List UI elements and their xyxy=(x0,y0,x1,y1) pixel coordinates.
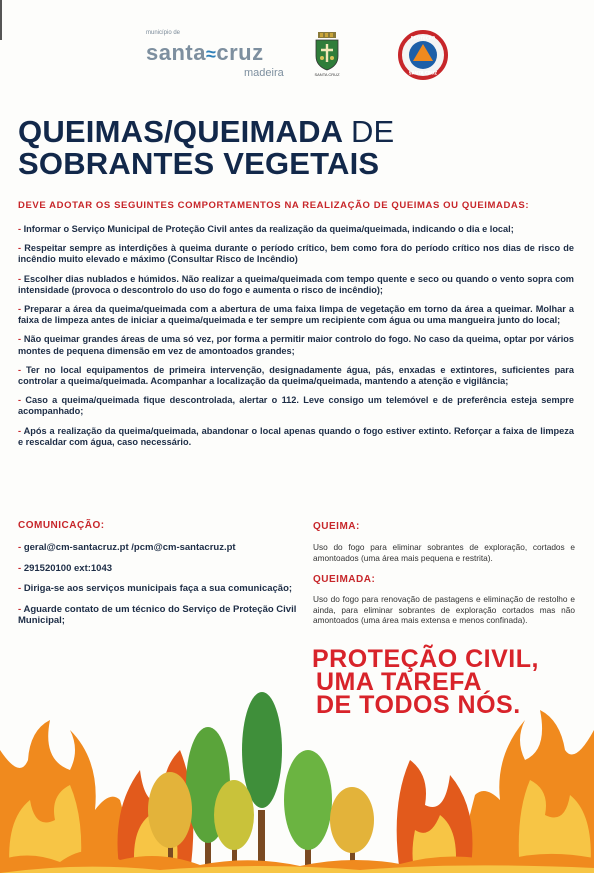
brand-wordmark xyxy=(146,40,264,66)
page-title xyxy=(18,116,578,180)
queimada-heading: QUEIMADA: xyxy=(313,574,376,585)
santa-cruz-logo xyxy=(146,30,296,82)
title-line-2: SOBRANTES VEGETAIS xyxy=(18,146,380,181)
instructions-subtitle: DEVE ADOTAR OS SEGUINTES COMPORTAMENTOS NA REALIZAÇÃO DE QUEIMAS OU QUEIMADAS: xyxy=(18,200,530,211)
svg-text:PROTEÇÃO: PROTEÇÃO xyxy=(410,35,436,41)
communication-phone[interactable]: - 291520100 ext:1043 xyxy=(18,563,298,575)
wave-icon: ≈ xyxy=(205,44,217,64)
communication-heading: COMUNICAÇÃO: xyxy=(18,520,105,531)
rule-item: - Escolher dias nublados e húmidos. Não realizar a queima/queimada com tempo quente e seco ou quando o vento sopra com intensidade (provoca o descontrolo do uso do fogo e aumenta o risco de incêndio); xyxy=(18,274,574,296)
communication-email[interactable]: - geral@cm-santacruz.pt /pcm@cm-santacruz.pt xyxy=(18,542,298,554)
title-bold: QUEIMAS/QUEIMADA xyxy=(18,114,343,149)
slogan-line-3: DE TODOS NÓS. xyxy=(316,691,521,719)
rule-item: - Após a realização da queima/queimada, abandonar o local apenas quando o fogo estiver extinto. Reforçar a faixa de limpeza e rescaldar com água, caso necessário. xyxy=(18,426,574,448)
communication-list xyxy=(18,542,298,636)
title-light: DE xyxy=(350,114,395,149)
brand-right: cruz xyxy=(216,40,264,65)
svg-text:SANTA CRUZ: SANTA CRUZ xyxy=(408,70,438,76)
tree-icon xyxy=(242,692,282,873)
flame-icon xyxy=(397,710,594,873)
tree-icon xyxy=(214,780,254,873)
rule-item: - Preparar a área da queima/queimada com a abertura de uma faixa limpa de vegetação em torno da área a queimar. Molhar a faixa de limpeza antes de iniciar a queima/queimada e ter sempre um recipiente com água ou uma mangueira junto do local; xyxy=(18,304,574,326)
civil-protection-emblem-icon xyxy=(398,30,448,80)
queima-heading: QUEIMA: xyxy=(313,521,360,532)
rule-item: - Ter no local equipamentos de primeira intervenção, designadamente água, pás, enxadas e extintores, suficientes para controlar a queima/queimada. Acompanhar a localização da queima/queimada, mantendo a atenção e vigilância; xyxy=(18,365,574,387)
communication-item: - Diriga-se aos serviços municipais faça a sua comunicação; xyxy=(18,583,298,595)
title-line-1 xyxy=(18,116,578,148)
rules-list xyxy=(18,224,574,448)
rule-item: - Não queimar grandes áreas de uma só vez, por forma a permitir maior controlo do fogo. No caso da queima, optar por vários montes de pequena dimensão em vez de amontoados grandes; xyxy=(18,334,574,356)
brand-left: santa xyxy=(146,40,206,65)
rule-item: - Caso a queima/queimada fique descontrolada, alertar o 112. Leve consigo um telemóvel e de preferência esteja sempre acompanhado; xyxy=(18,395,574,417)
communication-item: - Aguarde contato de um técnico do Serviço de Proteção Civil Municipal; xyxy=(18,604,298,627)
scan-edge-line xyxy=(0,0,2,40)
rule-item: - Respeitar sempre as interdições à queima durante o período crítico, bem como fora do período crítico nos dias de risco de incêndio muito elevado e máximo (Consultar Risco de Incêndio) xyxy=(18,243,574,265)
coat-of-arms-icon xyxy=(313,32,341,72)
queima-definition: Uso do fogo para eliminar sobrantes de exploração, cortados e amontoados (uma área mais pequena e restrita). xyxy=(313,542,575,563)
slogan-line-2: UMA TAREFA xyxy=(316,668,483,696)
municipality-label: município de xyxy=(146,30,181,36)
slogan-line-1: PROTEÇÃO CIVIL, xyxy=(312,645,539,673)
tree-icon xyxy=(284,750,332,873)
rule-item: - Informar o Serviço Municipal de Proteção Civil antes da realização da queima/queimada, indicando o dia e local; xyxy=(18,224,574,235)
crest-caption: SANTA CRUZ xyxy=(314,72,340,77)
forest-fire-illustration xyxy=(0,690,594,873)
brand-sub: madeira xyxy=(244,67,284,79)
queimada-definition: Uso do fogo para renovação de pastagens e eliminação de restolho e ainda, para eliminar sobrantes de exploração cortados mas não amontoados (uma área mais extensa e menos confinada). xyxy=(313,594,575,626)
